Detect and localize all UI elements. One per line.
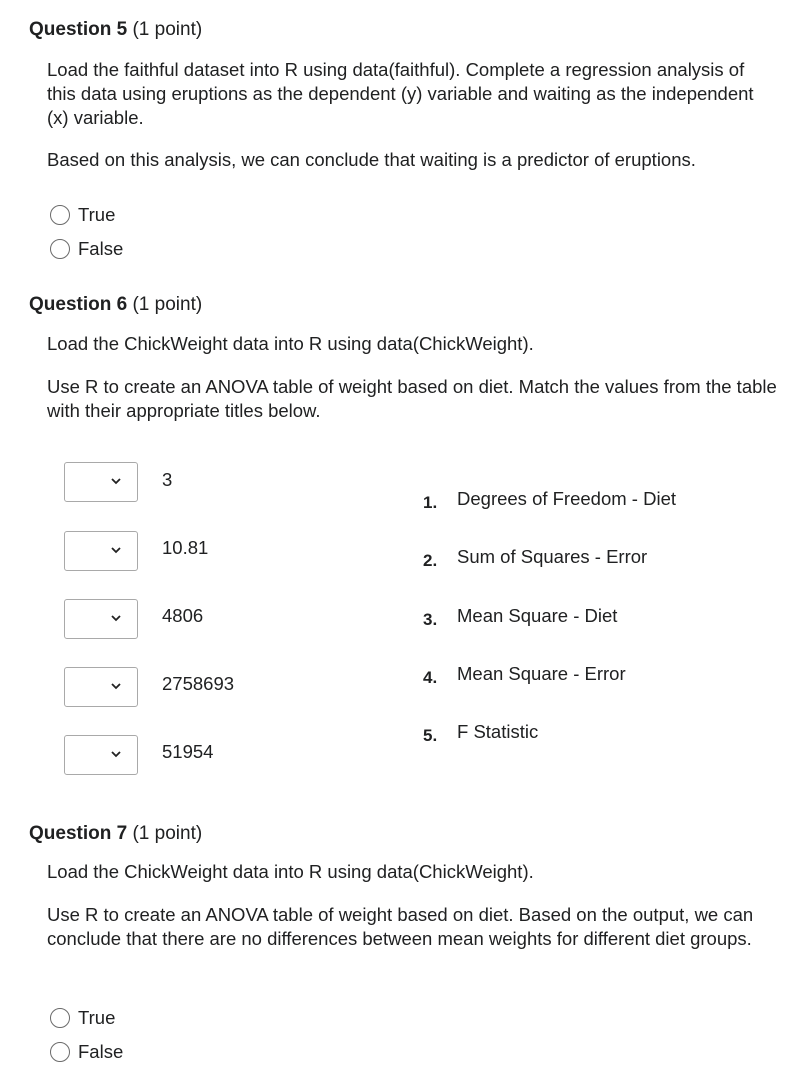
question-number: Question 6	[29, 294, 128, 315]
question-5-title	[29, 19, 202, 41]
chevron-down-icon	[109, 543, 123, 557]
chevron-down-icon	[109, 474, 123, 488]
match-select-2[interactable]	[64, 531, 138, 571]
match-select-1[interactable]	[64, 462, 138, 502]
question-number: Question 7	[29, 823, 128, 844]
match-title-number: 4.	[423, 668, 438, 687]
option-label: False	[78, 238, 124, 259]
question-6-text-2: Use R to create an ANOVA table of weight based on diet. Match the values from the table with their appropriate titles below.	[47, 376, 777, 421]
match-select-4[interactable]	[64, 667, 138, 707]
match-title-number: 5.	[423, 726, 438, 745]
option-label: True	[78, 1007, 116, 1028]
match-title-5	[423, 721, 538, 743]
match-value-2: 10.81	[162, 537, 209, 558]
match-title-label: Mean Square - Error	[457, 663, 626, 684]
match-title-4	[423, 663, 626, 685]
question-7-option-false[interactable]	[50, 1039, 123, 1065]
radio-circle-icon[interactable]	[50, 239, 70, 259]
match-title-label: Mean Square - Diet	[457, 605, 618, 626]
match-title-2	[423, 546, 647, 568]
match-title-number: 2.	[423, 551, 438, 570]
question-7-text-2: Use R to create an ANOVA table of weight based on diet. Based on the output, we can conclude that there are no differences between mean weights for different diet groups.	[47, 904, 754, 949]
match-value-5: 51954	[162, 741, 214, 762]
match-value-4: 2758693	[162, 673, 235, 694]
question-number: Question 5	[29, 19, 128, 40]
question-points: (1 point)	[132, 294, 203, 315]
option-label: False	[78, 1041, 124, 1062]
question-5-text-1: Load the faithful dataset into R using data(faithful). Complete a regression analysis of this data using eruptions as the dependent (y) variable and waiting as the independent (x) variable.	[47, 59, 754, 128]
question-7-text-1: Load the ChickWeight data into R using data(ChickWeight).	[47, 861, 534, 882]
chevron-down-icon	[109, 611, 123, 625]
match-title-label: Degrees of Freedom - Diet	[457, 488, 677, 509]
chevron-down-icon	[109, 747, 123, 761]
question-5-text-2: Based on this analysis, we can conclude that waiting is a predictor of eruptions.	[47, 149, 696, 170]
match-select-5[interactable]	[64, 735, 138, 775]
match-value-1: 3	[162, 469, 173, 490]
question-5-option-false[interactable]	[50, 236, 123, 262]
match-title-1	[423, 488, 676, 510]
match-title-label: F Statistic	[457, 721, 539, 742]
match-select-3[interactable]	[64, 599, 138, 639]
match-title-label: Sum of Squares - Error	[457, 546, 648, 567]
radio-circle-icon[interactable]	[50, 1008, 70, 1028]
match-value-3: 4806	[162, 605, 204, 626]
option-label: True	[78, 204, 116, 225]
radio-circle-icon[interactable]	[50, 205, 70, 225]
question-7-title	[29, 823, 202, 845]
question-6-text-1: Load the ChickWeight data into R using data(ChickWeight).	[47, 333, 534, 354]
question-points: (1 point)	[132, 19, 203, 40]
chevron-down-icon	[109, 679, 123, 693]
question-6-title	[29, 294, 202, 316]
question-5-option-true[interactable]	[50, 202, 115, 228]
question-points: (1 point)	[132, 823, 203, 844]
question-7-option-true[interactable]	[50, 1005, 115, 1031]
radio-circle-icon[interactable]	[50, 1042, 70, 1062]
match-title-3	[423, 605, 617, 627]
match-title-number: 1.	[423, 493, 438, 512]
match-title-number: 3.	[423, 610, 438, 629]
